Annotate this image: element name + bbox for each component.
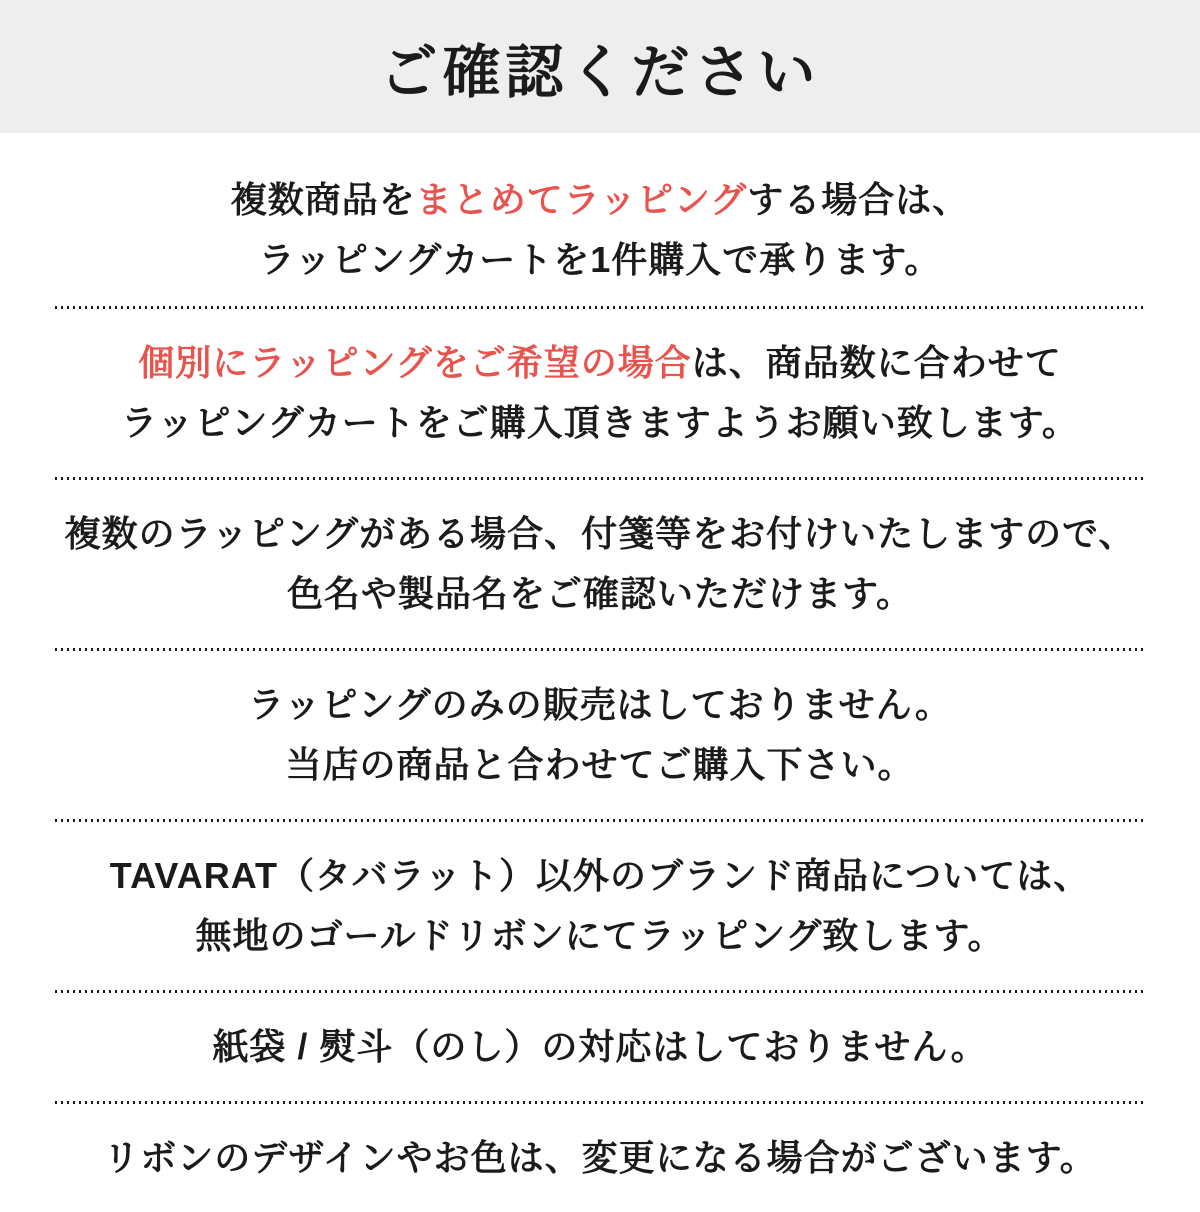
notice-line xyxy=(20,564,1180,624)
notice-no-wrapping-only-sale xyxy=(0,651,1200,819)
page-header xyxy=(0,0,1200,133)
notice-line xyxy=(20,846,1180,906)
notice-line xyxy=(20,504,1180,564)
notice-line xyxy=(20,230,1180,290)
notice-line xyxy=(20,906,1180,966)
page-title: ご確認ください xyxy=(379,39,821,105)
text-segment: ラッピングカートを1件購入で承ります。 xyxy=(258,239,942,280)
notice-line xyxy=(20,333,1180,393)
notice-other-brand-ribbon xyxy=(0,822,1200,990)
notice-line xyxy=(20,1017,1180,1077)
notice-line xyxy=(20,393,1180,453)
notice-list xyxy=(0,133,1200,1212)
text-segment: ラッピングのみの販売はしておりません。 xyxy=(248,684,952,725)
text-segment-highlight: まとめてラッピング xyxy=(415,179,748,220)
text-segment: 無地のゴールドリボンにてラッピング致します。 xyxy=(195,915,1005,956)
text-segment: リボンのデザインやお色は、変更になる場合がございます。 xyxy=(103,1137,1097,1178)
notice-ribbon-design-change xyxy=(0,1104,1200,1212)
text-segment: は、商品数に合わせて xyxy=(691,342,1062,383)
text-segment: ラッピングカートをご購入頂きますようお願い致します。 xyxy=(121,402,1079,443)
notice-individual-wrapping xyxy=(0,309,1200,477)
text-segment: 当店の商品と合わせてご購入下さい。 xyxy=(285,744,915,785)
text-segment: TAVARAT（タバラット）以外のブランド商品については、 xyxy=(109,855,1091,896)
notice-line xyxy=(20,735,1180,795)
text-segment: 複数商品を xyxy=(230,179,416,220)
text-segment: 紙袋 / 熨斗（のし）の対応はしておりません。 xyxy=(212,1026,988,1067)
notice-line xyxy=(20,675,1180,735)
notice-no-paper-bag-noshi xyxy=(0,993,1200,1101)
notice-bundle-wrapping xyxy=(0,133,1200,306)
text-segment-highlight: 個別にラッピングをご希望の場合 xyxy=(138,342,692,383)
notice-line xyxy=(20,170,1180,230)
notice-line xyxy=(20,1128,1180,1188)
text-segment: 複数のラッピングがある場合、付箋等をお付けいたしますので、 xyxy=(64,513,1136,554)
text-segment: する場合は、 xyxy=(747,179,970,220)
text-segment: 色名や製品名をご確認いただけます。 xyxy=(286,573,914,614)
notice-sticky-note xyxy=(0,480,1200,648)
